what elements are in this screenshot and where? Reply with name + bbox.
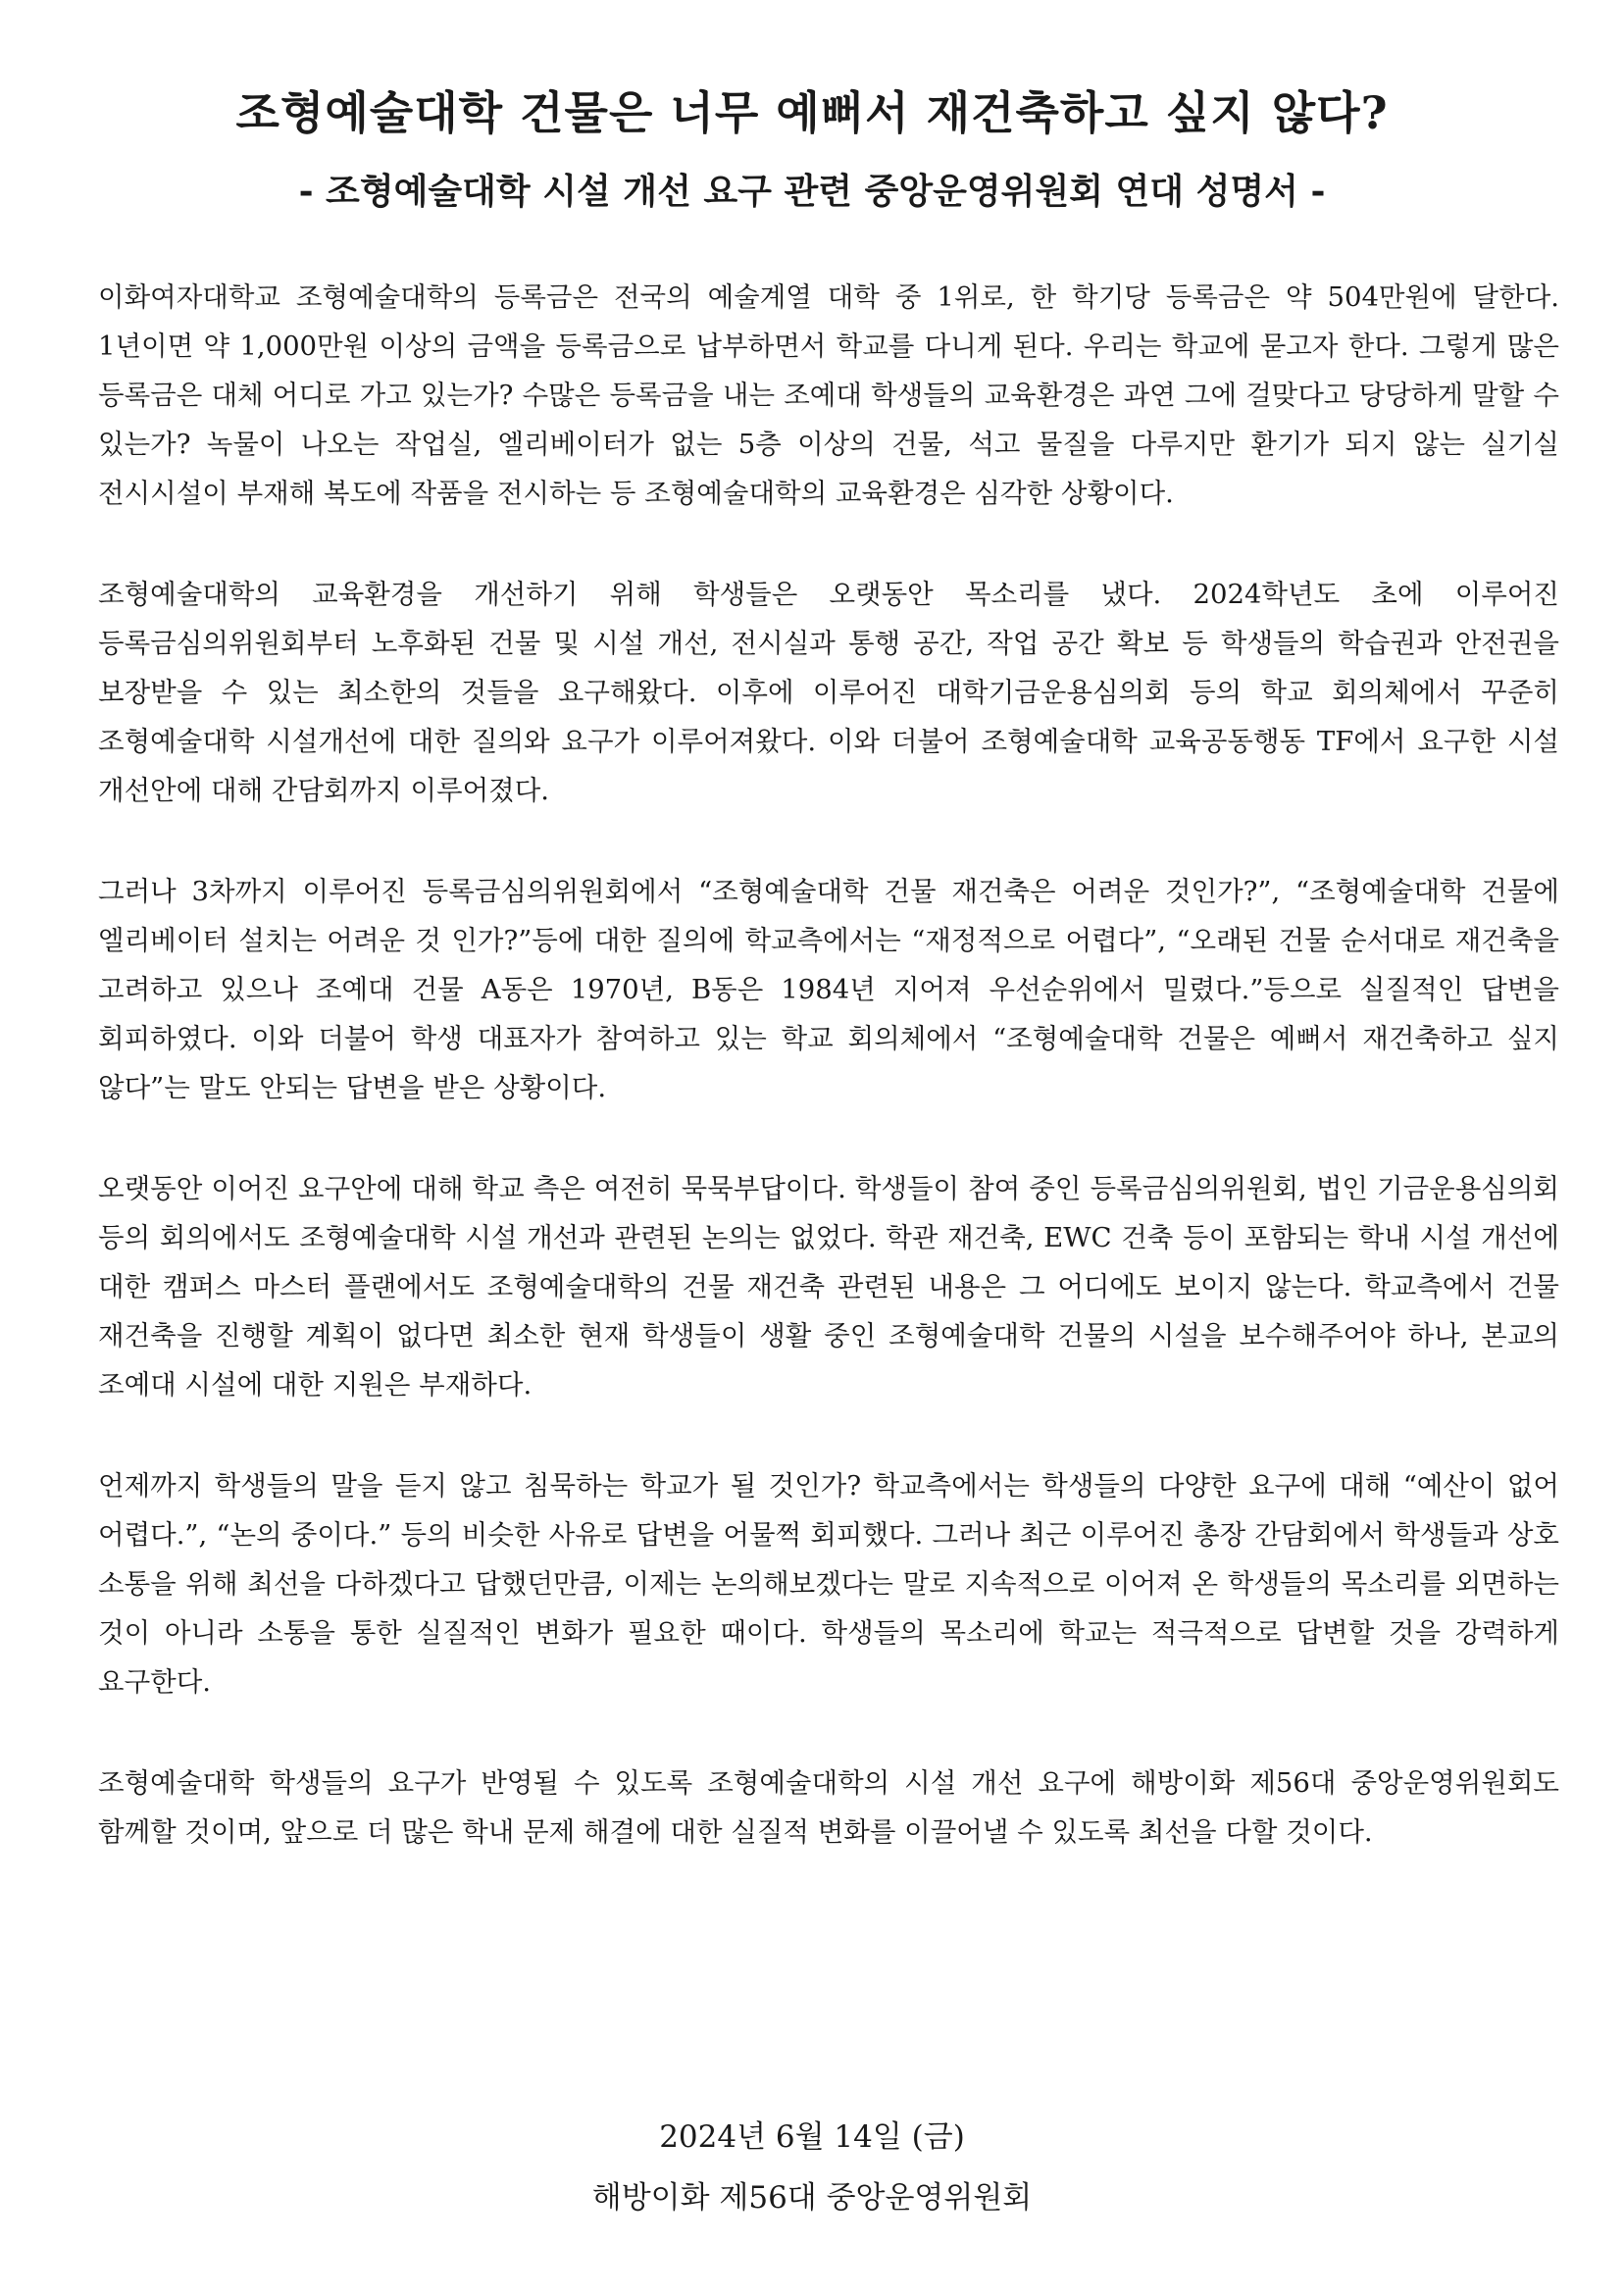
paragraph-solidarity: 조형예술대학 학생들의 요구가 반영될 수 있도록 조형예술대학의 시설 개선 요구에 해방이화 제56대 중앙운영위원회도 함께할 것이며, 앞으로 더 많은 학내 문제 해결에 대한 실질적 변화를 이끌어낼 수 있도록 최선을 다할 것이다. [98,1767,1559,1848]
signature-block [0,2107,1624,2228]
statement-body [98,273,1559,1909]
paragraph-school-response: 그러나 3차까지 이루어진 등록금심의위원회에서 “조형예술대학 건물 재건축은 어려운 것인가?”, “조형예술대학 건물에 엘리베이터 설치는 어려운 것 인가?”등에 대한 질의에 학교측에서는 “재정적으로 어렵다”, “오래된 건물 순서대로 재건축을 고려하고 있으나 조예대 건물 A동은 1970년, B동은 1984년 지어져 우선순위에서 밀렸다.”등으로 실질적인 답변을 회피하였다. 이와 더불어 학생 대표자가 참여하고 있는 학교 회의체에서 “조형예술대학 건물은 예뻐서 재건축하고 싶지 않다”는 말도 안되는 답변을 받은 상황이다. [98,876,1559,1103]
paragraph-tuition: 이화여자대학교 조형예술대학의 등록금은 전국의 예술계열 대학 중 1위로, 한 학기당 등록금은 약 504만원에 달한다. 1년이면 약 1,000만원 이상의 금액을 등록금으로 납부하면서 학교를 다니게 된다. 우리는 학교에 묻고자 한다. 그렇게 많은 등록금은 대체 어디로 가고 있는가? 수많은 등록금을 내는 조예대 학생들의 교육환경은 과연 그에 걸맞다고 당당하게 말할 수 있는가? 녹물이 나오는 작업실, 엘리베이터가 없는 5층 이상의 건물, 석고 물질을 다루지만 환기가 되지 않는 실기실 전시시설이 부재해 복도에 작품을 전시하는 등 조형예술대학의 교육환경은 심각한 상황이다. [98,281,1559,509]
signatory: 해방이화 제56대 중앙운영위원회 [591,2180,1033,2216]
statement-date: 2024년 6월 14일 (금) [659,2119,965,2155]
document-title: 조형예술대학 건물은 너무 예뻐서 재건축하고 싶지 않다? [235,86,1389,139]
paragraph-student-demands: 조형예술대학의 교육환경을 개선하기 위해 학생들은 오랫동안 목소리를 냈다. 2024학년도 초에 이루어진 등록금심의위원회부터 노후화된 건물 및 시설 개선, 전시실과 통행 공간, 작업 공간 확보 등 학생들의 학습권과 안전권을 보장받을 수 있는 최소한의 것들을 요구해왔다. 이후에 이루어진 대학기금운용심의회 등의 학교 회의체에서 꾸준히 조형예술대학 시설개선에 대한 질의와 요구가 이루어져왔다. 이와 더불어 조형예술대학 교육공동행동 TF에서 요구한 시설 개선안에 대해 간담회까지 이루어졌다. [98,579,1559,806]
document-subtitle: - 조형예술대학 시설 개선 요구 관련 중앙운영위원회 연대 성명서 - [298,171,1326,212]
paragraph-no-discussion: 오랫동안 이어진 요구안에 대해 학교 측은 여전히 묵묵부답이다. 학생들이 참여 중인 등록금심의위원회, 법인 기금운용심의회 등의 회의에서도 조형예술대학 시설 개선과 관련된 논의는 없었다. 학관 재건축, EWC 건축 등이 포함되는 학내 시설 개선에 대한 캠퍼스 마스터 플랜에서도 조형예술대학의 건물 재건축 관련된 내용은 그 어디에도 보이지 않는다. 학교측에서 건물 재건축을 진행할 계획이 없다면 최소한 현재 학생들이 생활 중인 조형예술대학 건물의 시설을 보수해주어야 하나, 본교의 조예대 시설에 대한 지원은 부재하다. [98,1173,1559,1401]
paragraph-call-to-action: 언제까지 학생들의 말을 듣지 않고 침묵하는 학교가 될 것인가? 학교측에서는 학생들의 다양한 요구에 대해 “예산이 없어 어렵다.”, “논의 중이다.” 등의 비슷한 사유로 답변을 어물쩍 회피했다. 그러나 최근 이루어진 총장 간담회에서 학생들과 상호 소통을 위해 최선을 다하겠다고 답했던만큼, 이제는 논의해보겠다는 말로 지속적으로 이어져 온 학생들의 목소리를 외면하는 것이 아니라 소통을 통한 실질적인 변화가 필요한 때이다. 학생들의 목소리에 학교는 적극적으로 답변할 것을 강력하게 요구한다. [98,1470,1559,1698]
